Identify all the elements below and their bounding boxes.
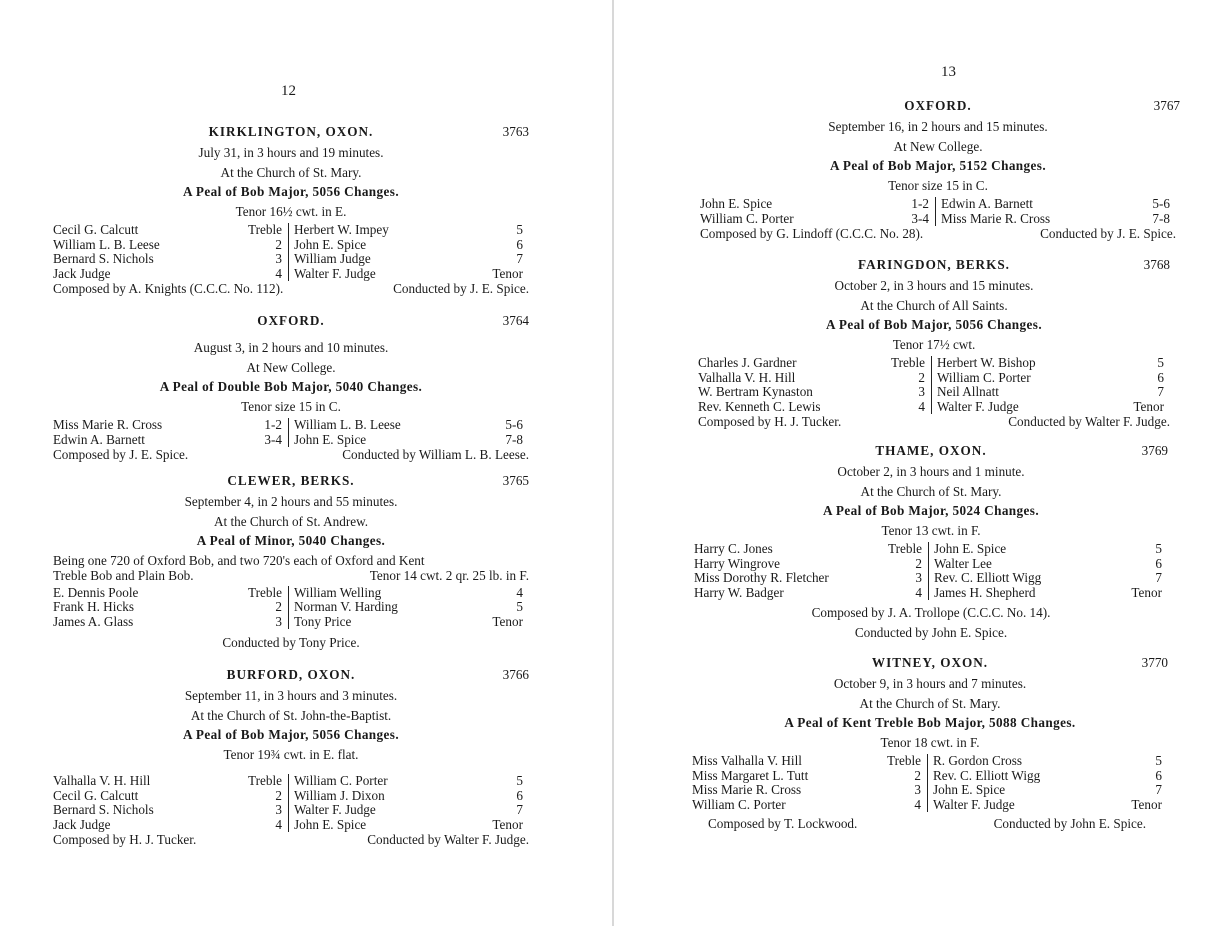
ringers-table bbox=[692, 754, 1168, 812]
composed-by: Composed by T. Lockwood. bbox=[708, 816, 858, 832]
ringer-bell: 5 bbox=[516, 773, 523, 788]
ringer-row bbox=[934, 542, 1168, 557]
conducted-by: Conducted by John E. Spice. bbox=[854, 624, 1008, 640]
ringer-row bbox=[53, 774, 288, 789]
ringer-row bbox=[53, 586, 288, 601]
ringer-row bbox=[294, 267, 529, 282]
ringer-row bbox=[937, 385, 1170, 400]
composed-by: Composed by J. A. Trollope (C.C.C. No. 14). bbox=[811, 605, 1051, 621]
ringer-name: James A. Glass bbox=[53, 613, 134, 629]
ringer-row bbox=[933, 754, 1168, 769]
peal-venue: At the Church of St. Mary. bbox=[220, 164, 362, 180]
ringer-bell: 4 bbox=[918, 398, 925, 414]
ringer-name: Walter F. Judge bbox=[933, 796, 1015, 812]
ringer-bell: Treble bbox=[891, 355, 925, 370]
peal-tenor: Tenor size 15 in C. bbox=[241, 398, 341, 414]
ringer-name: Tony Price bbox=[294, 613, 352, 629]
peal-place: WITNEY, OXON. bbox=[871, 655, 989, 670]
peal-date: September 11, in 3 hours and 3 minutes. bbox=[184, 688, 398, 703]
ringer-row bbox=[53, 789, 288, 804]
ringers-right-column bbox=[288, 586, 529, 630]
ringer-row bbox=[698, 400, 931, 415]
conducted-by: Conducted by J. E. Spice. bbox=[393, 281, 529, 297]
ringer-bell: 3-4 bbox=[911, 210, 929, 226]
ringer-bell: Tenor bbox=[492, 265, 523, 281]
ringer-bell: 3 bbox=[918, 384, 925, 400]
ringer-name: James H. Shepherd bbox=[934, 584, 1036, 600]
ringer-name: Miss Dorothy R. Fletcher bbox=[694, 570, 829, 586]
peal-title: A Peal of Bob Major, 5056 Changes. bbox=[825, 317, 1043, 332]
ringer-bell: 4 bbox=[914, 796, 921, 812]
ringer-name: W. Bertram Kynaston bbox=[698, 384, 813, 400]
ringer-row bbox=[698, 371, 931, 386]
peal-date: August 3, in 2 hours and 10 minutes. bbox=[193, 340, 389, 355]
ringer-row bbox=[53, 600, 288, 615]
conducted-by: Conducted by William L. B. Leese. bbox=[342, 447, 529, 463]
ringer-name: William Judge bbox=[294, 251, 371, 267]
peal-date: September 4, in 2 hours and 55 minutes. bbox=[184, 494, 398, 509]
peal-place: OXFORD. bbox=[257, 313, 325, 328]
composer-conductor bbox=[700, 226, 1176, 242]
peal-3768 bbox=[698, 255, 1170, 429]
peal-venue: At New College. bbox=[893, 138, 983, 154]
ringer-name: William J. Dixon bbox=[294, 787, 385, 803]
ringer-name: Miss Marie R. Cross bbox=[53, 417, 163, 432]
peal-header bbox=[53, 471, 529, 492]
peal-place: KIRKLINGTON, OXON. bbox=[208, 124, 374, 139]
right-page bbox=[614, 0, 1225, 926]
peal-header bbox=[698, 255, 1170, 276]
peal-tenor: Tenor size 15 in C. bbox=[888, 177, 988, 193]
ringer-name: Charles J. Gardner bbox=[698, 355, 797, 370]
ringer-name: Rev. C. Elliott Wigg bbox=[933, 767, 1041, 783]
ringer-row bbox=[53, 433, 288, 448]
ringers-left-column bbox=[694, 542, 928, 600]
ringer-name: Miss Margaret L. Tutt bbox=[692, 767, 809, 783]
ringer-row bbox=[294, 774, 529, 789]
peal-header bbox=[53, 122, 529, 143]
ringer-row bbox=[294, 789, 529, 804]
ringer-name: John E. Spice bbox=[294, 816, 367, 832]
peal-date: July 31, in 3 hours and 19 minutes. bbox=[198, 145, 384, 160]
peal-title: A Peal of Kent Treble Bob Major, 5088 Changes. bbox=[784, 715, 1076, 730]
ringer-name: John E. Spice bbox=[933, 782, 1006, 798]
ringers-left-column bbox=[53, 586, 288, 630]
left-page bbox=[0, 0, 612, 926]
ringer-bell: 1-2 bbox=[264, 417, 282, 432]
ringer-row bbox=[692, 754, 927, 769]
ringer-name: William C. Porter bbox=[937, 369, 1031, 385]
peal-date: October 2, in 3 hours and 1 minute. bbox=[837, 464, 1025, 479]
ringer-row bbox=[692, 783, 927, 798]
ringer-bell: Treble bbox=[248, 222, 282, 237]
ringer-bell: 3 bbox=[275, 613, 282, 629]
peal-number: 3770 bbox=[1141, 655, 1168, 670]
ringer-name: Miss Valhalla V. Hill bbox=[692, 753, 802, 768]
ringer-bell: 4 bbox=[275, 816, 282, 832]
peal-number: 3766 bbox=[502, 667, 529, 682]
ringers-left-column bbox=[692, 754, 927, 812]
peal-number: 3764 bbox=[502, 313, 529, 328]
conducted-by: Conducted by Walter F. Judge. bbox=[1008, 414, 1170, 430]
peal-date: October 9, in 3 hours and 7 minutes. bbox=[833, 676, 1027, 691]
ringer-bell: 6 bbox=[516, 787, 523, 803]
ringer-row bbox=[934, 571, 1168, 586]
peal-3770 bbox=[692, 653, 1168, 831]
ringer-row bbox=[294, 600, 529, 615]
ringers-table bbox=[698, 356, 1170, 414]
ringer-name: Miss Marie R. Cross bbox=[941, 210, 1051, 226]
ringer-name: Valhalla V. H. Hill bbox=[53, 773, 151, 788]
ringer-row bbox=[53, 238, 288, 253]
ringer-bell: 6 bbox=[1157, 369, 1164, 385]
peal-tenor: Tenor 14 cwt. 2 qr. 25 lb. in F. bbox=[369, 567, 529, 583]
ringer-row bbox=[53, 418, 288, 433]
peal-title: A Peal of Bob Major, 5024 Changes. bbox=[822, 503, 1040, 518]
ringer-bell: 4 bbox=[516, 584, 523, 600]
peal-3769 bbox=[694, 441, 1168, 642]
peal-number: 3768 bbox=[1143, 257, 1170, 272]
ringers-right-column bbox=[931, 356, 1170, 414]
ringer-row bbox=[700, 212, 935, 227]
ringer-row bbox=[694, 571, 928, 586]
ringer-row bbox=[694, 586, 928, 601]
ringer-name: Edwin A. Barnett bbox=[941, 196, 1033, 211]
composer-conductor bbox=[53, 832, 529, 848]
ringer-name: E. Dennis Poole bbox=[53, 584, 139, 600]
composed-by: Composed by H. J. Tucker. bbox=[698, 414, 842, 430]
ringers-left-column bbox=[700, 197, 935, 226]
peal-title: A Peal of Bob Major, 5152 Changes. bbox=[829, 158, 1047, 173]
ringer-bell: 2 bbox=[275, 236, 282, 252]
ringers-right-column bbox=[288, 418, 529, 447]
ringer-name: Jack Judge bbox=[53, 265, 111, 281]
ringer-bell: Tenor bbox=[492, 613, 523, 629]
composer-conductor bbox=[53, 447, 529, 463]
ringers-table bbox=[694, 542, 1168, 600]
ringer-bell: 5 bbox=[516, 222, 523, 237]
peal-venue: At New College. bbox=[246, 359, 336, 375]
ringer-name: Cecil G. Calcutt bbox=[53, 222, 139, 237]
ringer-name: Harry C. Jones bbox=[694, 541, 773, 556]
ringer-name: William L. B. Leese bbox=[53, 236, 160, 252]
ringer-bell: 1-2 bbox=[911, 196, 929, 211]
ringer-name: R. Gordon Cross bbox=[933, 753, 1023, 768]
peal-header bbox=[53, 311, 529, 332]
ringer-row bbox=[53, 267, 288, 282]
ringer-name: Harry Wingrove bbox=[694, 555, 781, 571]
peal-tenor: Tenor 18 cwt. in F. bbox=[880, 734, 980, 750]
ringers-left-column bbox=[53, 223, 288, 281]
peal-header bbox=[694, 441, 1168, 462]
ringer-bell: 4 bbox=[915, 584, 922, 600]
ringers-left-column bbox=[698, 356, 931, 414]
ringer-row bbox=[694, 557, 928, 572]
ringer-bell: 4 bbox=[275, 265, 282, 281]
peal-number: 3767 bbox=[1153, 98, 1180, 113]
peal-header bbox=[53, 665, 529, 686]
ringers-table bbox=[53, 418, 529, 447]
ringer-name: Rev. Kenneth C. Lewis bbox=[698, 398, 821, 414]
ringers-right-column bbox=[928, 542, 1168, 600]
peal-place: FARINGDON, BERKS. bbox=[858, 257, 1010, 272]
ringer-row bbox=[294, 238, 529, 253]
ringer-bell: 2 bbox=[914, 767, 921, 783]
ringer-bell: 7 bbox=[516, 251, 523, 267]
peal-header bbox=[692, 653, 1168, 674]
peal-venue: At the Church of St. Andrew. bbox=[213, 513, 369, 529]
ringer-row bbox=[53, 803, 288, 818]
peal-3767 bbox=[700, 96, 1180, 242]
ringer-row bbox=[700, 197, 935, 212]
conducted-by: Conducted by Walter F. Judge. bbox=[367, 832, 529, 848]
ringer-row bbox=[937, 356, 1170, 371]
peal-3765 bbox=[53, 471, 529, 653]
ringer-row bbox=[937, 371, 1170, 386]
ringer-name: William Welling bbox=[294, 584, 382, 600]
peal-number: 3765 bbox=[502, 473, 529, 488]
peal-note-tenor bbox=[53, 568, 529, 583]
ringer-name: Walter F. Judge bbox=[294, 802, 376, 818]
ringers-table bbox=[53, 774, 529, 832]
ringer-row bbox=[294, 418, 529, 433]
ringer-bell: 7 bbox=[516, 802, 523, 818]
peal-date: September 16, in 2 hours and 15 minutes. bbox=[828, 119, 1048, 134]
ringer-row bbox=[941, 197, 1176, 212]
ringer-bell: 7-8 bbox=[505, 431, 523, 447]
ringers-table bbox=[53, 586, 529, 630]
ringer-bell: 3 bbox=[915, 570, 922, 586]
ringer-bell: Treble bbox=[888, 541, 922, 556]
ringer-bell: 7 bbox=[1155, 782, 1162, 798]
ringer-row bbox=[294, 818, 529, 833]
ringer-bell: Treble bbox=[887, 753, 921, 768]
ringer-name: William C. Porter bbox=[692, 796, 786, 812]
ringer-row bbox=[934, 557, 1168, 572]
composed-by: Composed by H. J. Tucker. bbox=[53, 832, 197, 848]
conducted-by: Conducted by John E. Spice. bbox=[993, 816, 1146, 832]
ringer-row bbox=[934, 586, 1168, 601]
ringers-left-column bbox=[53, 774, 288, 832]
ringer-name: John E. Spice bbox=[700, 196, 773, 211]
ringer-row bbox=[692, 798, 927, 813]
peal-tenor: Tenor 17½ cwt. bbox=[892, 336, 976, 352]
ringer-row bbox=[294, 433, 529, 448]
ringer-name: Neil Allnatt bbox=[937, 384, 999, 400]
ringer-name: Herbert W. Bishop bbox=[937, 355, 1036, 370]
ringer-name: Edwin A. Barnett bbox=[53, 431, 145, 447]
ringer-bell: 3 bbox=[275, 251, 282, 267]
ringer-name: Walter F. Judge bbox=[937, 398, 1019, 414]
ringer-bell: 5 bbox=[516, 599, 523, 615]
peal-number: 3763 bbox=[502, 124, 529, 139]
ringer-name: John E. Spice bbox=[934, 541, 1007, 556]
ringer-bell: 3 bbox=[275, 802, 282, 818]
ringer-name: Norman V. Harding bbox=[294, 599, 398, 615]
peal-title: A Peal of Double Bob Major, 5040 Changes. bbox=[159, 379, 423, 394]
ringer-name: Herbert W. Impey bbox=[294, 222, 389, 237]
peal-place: BURFORD, OXON. bbox=[226, 667, 356, 682]
peal-3764 bbox=[53, 311, 529, 463]
ringer-row bbox=[698, 356, 931, 371]
ringer-bell: Treble bbox=[248, 584, 282, 600]
ringer-name: Valhalla V. H. Hill bbox=[698, 369, 796, 385]
ringer-bell: Tenor bbox=[492, 816, 523, 832]
ringer-name: Bernard S. Nichols bbox=[53, 802, 154, 818]
ringers-right-column bbox=[288, 774, 529, 832]
ringer-name: Bernard S. Nichols bbox=[53, 251, 154, 267]
ringer-name: William L. B. Leese bbox=[294, 417, 401, 432]
ringer-bell: 5-6 bbox=[1152, 196, 1170, 211]
peal-venue: At the Church of All Saints. bbox=[860, 297, 1008, 313]
ringer-row bbox=[694, 542, 928, 557]
ringer-name: John E. Spice bbox=[294, 236, 367, 252]
ringer-name: Cecil G. Calcutt bbox=[53, 787, 139, 803]
peal-note-line2: Treble Bob and Plain Bob. bbox=[53, 567, 194, 583]
peal-place: THAME, OXON. bbox=[875, 443, 987, 458]
ringer-row bbox=[294, 223, 529, 238]
peal-place: CLEWER, BERKS. bbox=[227, 473, 355, 488]
ringer-bell: Tenor bbox=[1131, 584, 1162, 600]
ringer-row bbox=[941, 212, 1176, 227]
ringer-bell: 2 bbox=[915, 555, 922, 571]
ringer-row bbox=[937, 400, 1170, 415]
peal-tenor: Tenor 13 cwt. in F. bbox=[881, 522, 981, 538]
peal-venue: At the Church of St. John-the-Baptist. bbox=[190, 707, 392, 723]
ringer-bell: Tenor bbox=[1133, 398, 1164, 414]
composer-conductor bbox=[692, 816, 1168, 831]
ringer-row bbox=[294, 615, 529, 630]
ringer-row bbox=[933, 769, 1168, 784]
ringer-bell: 6 bbox=[516, 236, 523, 252]
ringer-row bbox=[692, 769, 927, 784]
peal-3763 bbox=[53, 122, 529, 297]
ringer-name: Miss Marie R. Cross bbox=[692, 782, 802, 798]
ringer-bell: 7-8 bbox=[1152, 210, 1170, 226]
ringer-row bbox=[53, 223, 288, 238]
ringer-bell: 5 bbox=[1155, 541, 1162, 556]
ringer-bell: 7 bbox=[1155, 570, 1162, 586]
ringers-table bbox=[700, 197, 1176, 226]
ringer-bell: 6 bbox=[1155, 767, 1162, 783]
peal-3766 bbox=[53, 665, 529, 848]
peal-tenor: Tenor 16½ cwt. in E. bbox=[235, 203, 347, 219]
ringer-name: Walter F. Judge bbox=[294, 265, 376, 281]
ringer-row bbox=[698, 385, 931, 400]
ringer-bell: Treble bbox=[248, 773, 282, 788]
page-number-left: 12 bbox=[281, 83, 296, 99]
ringer-name: Harry W. Badger bbox=[694, 584, 784, 600]
peal-venue: At the Church of St. Mary. bbox=[860, 483, 1002, 499]
ringers-right-column bbox=[288, 223, 529, 281]
page-number-right: 13 bbox=[941, 64, 956, 80]
ringer-bell: 5 bbox=[1155, 753, 1162, 768]
peal-title: A Peal of Bob Major, 5056 Changes. bbox=[182, 727, 400, 742]
ringers-right-column bbox=[935, 197, 1176, 226]
composed-by: Composed by J. E. Spice. bbox=[53, 447, 189, 463]
ringer-row bbox=[294, 252, 529, 267]
ringer-name: Walter Lee bbox=[934, 555, 992, 571]
ringer-row bbox=[294, 803, 529, 818]
ringer-row bbox=[294, 586, 529, 601]
peal-header bbox=[700, 96, 1180, 117]
ringers-right-column bbox=[927, 754, 1168, 812]
peal-date: October 2, in 3 hours and 15 minutes. bbox=[834, 278, 1034, 293]
peal-number: 3769 bbox=[1141, 443, 1168, 458]
ringer-bell: 5-6 bbox=[505, 417, 523, 432]
ringer-name: Frank H. Hicks bbox=[53, 599, 134, 615]
peal-tenor: Tenor 19¾ cwt. in E. flat. bbox=[223, 746, 359, 762]
conducted-by: Conducted by J. E. Spice. bbox=[1040, 226, 1176, 242]
ringer-row bbox=[933, 783, 1168, 798]
peal-title: A Peal of Minor, 5040 Changes. bbox=[196, 533, 386, 548]
ringer-bell: 2 bbox=[275, 787, 282, 803]
ringers-left-column bbox=[53, 418, 288, 447]
conducted-by: Conducted by Tony Price. bbox=[222, 635, 360, 651]
ringer-name: Rev. C. Elliott Wigg bbox=[934, 570, 1042, 586]
ringer-name: John E. Spice bbox=[294, 431, 367, 447]
ringer-bell: 2 bbox=[918, 369, 925, 385]
ringer-row bbox=[53, 252, 288, 267]
peal-title: A Peal of Bob Major, 5056 Changes. bbox=[182, 184, 400, 199]
ringer-bell: 3 bbox=[914, 782, 921, 798]
ringer-bell: 3-4 bbox=[264, 431, 282, 447]
composed-by: Composed by A. Knights (C.C.C. No. 112). bbox=[53, 281, 284, 297]
ringer-name: William C. Porter bbox=[700, 210, 794, 226]
ringer-row bbox=[53, 818, 288, 833]
ringer-name: William C. Porter bbox=[294, 773, 388, 788]
ringer-bell: 5 bbox=[1157, 355, 1164, 370]
ringer-bell: Tenor bbox=[1131, 796, 1162, 812]
ringer-name: Jack Judge bbox=[53, 816, 111, 832]
ringer-bell: 2 bbox=[275, 599, 282, 615]
composer-conductor bbox=[53, 281, 529, 297]
ringer-bell: 7 bbox=[1157, 384, 1164, 400]
ringer-bell: 6 bbox=[1155, 555, 1162, 571]
peal-venue: At the Church of St. Mary. bbox=[859, 695, 1001, 711]
ringer-row bbox=[933, 798, 1168, 813]
ringers-table bbox=[53, 223, 529, 281]
composed-by: Composed by G. Lindoff (C.C.C. No. 28). bbox=[700, 226, 924, 242]
peal-note: Being one 720 of Oxford Bob, and two 720's each of Oxford and Kent bbox=[53, 552, 425, 568]
ringer-row bbox=[53, 615, 288, 630]
peal-place: OXFORD. bbox=[904, 98, 972, 113]
